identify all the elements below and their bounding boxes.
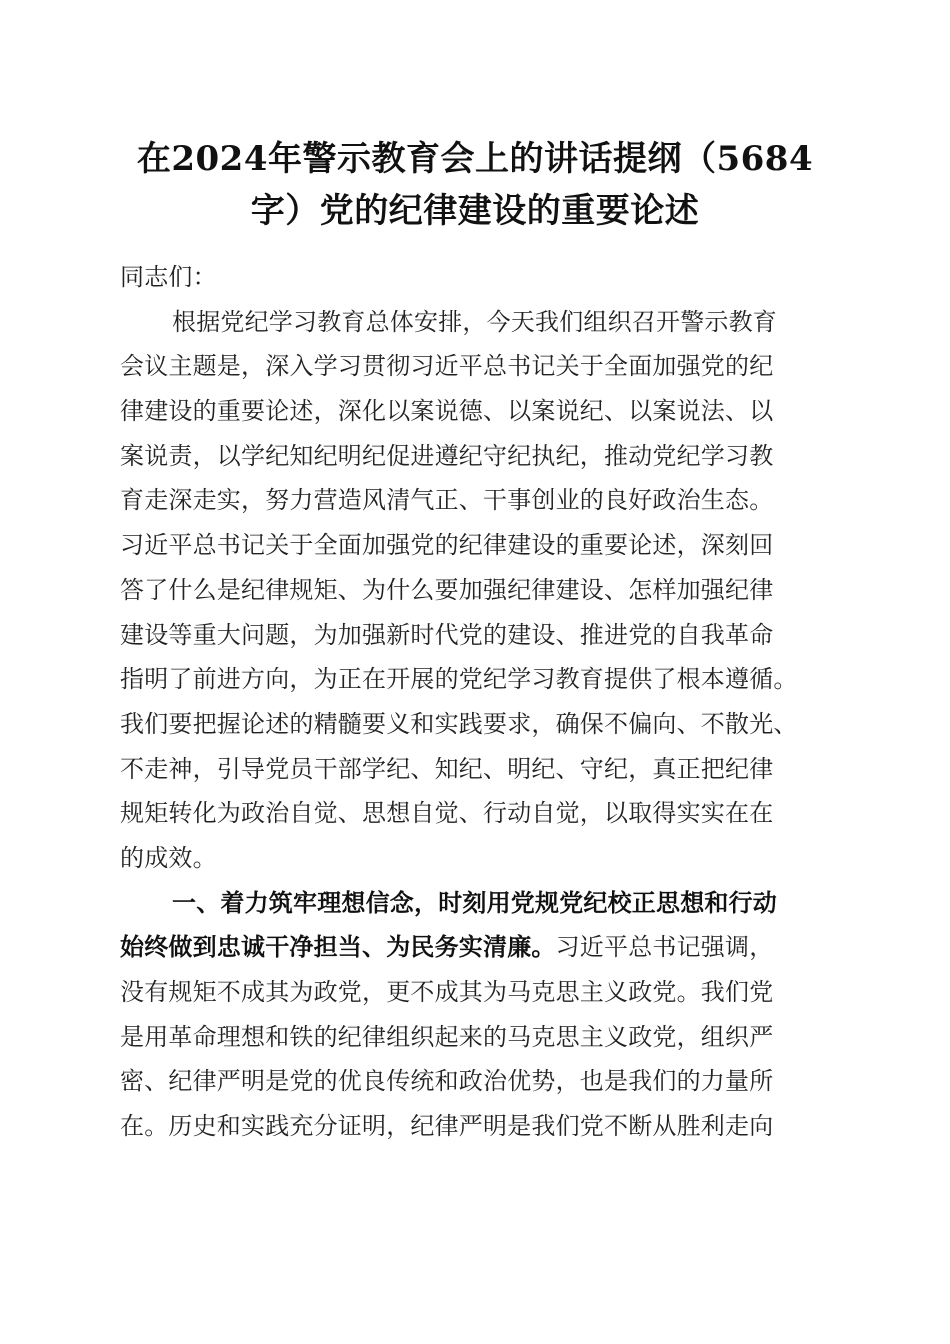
- paragraph-line: 是用革命理想和铁的纪律组织起来的马克思主义政党，组织严: [120, 1022, 774, 1051]
- title-line-2: 字）党的纪律建设的重要论述: [250, 191, 700, 231]
- section-1-line-2: [120, 925, 832, 970]
- section-1: [120, 881, 832, 1149]
- paragraph-line: 会议主题是，深入学习贯彻习近平总书记关于全面加强党的纪: [120, 352, 774, 381]
- paragraph-line: 根据党纪学习教育总体安排，今天我们组织召开警示教育: [172, 307, 777, 336]
- paragraph-intro: [120, 300, 832, 881]
- section-1-heading-line-2: 始终做到忠诚干净担当、为民务实清廉。: [120, 933, 556, 962]
- paragraph-line: 习近平总书记关于全面加强党的纪律建设的重要论述，深刻回: [120, 531, 774, 560]
- salutation: 同志们：: [120, 263, 217, 291]
- paragraph-line: 我们要把握论述的精髓要义和实践要求，确保不偏向、不散光、: [120, 709, 798, 738]
- paragraph-line: 律建设的重要论述，深化以案说德、以案说纪、以案说法、以: [120, 397, 774, 426]
- paragraph-line: 规矩转化为政治自觉、思想自觉、行动自觉，以取得实实在在: [120, 799, 774, 828]
- title-line-1: 在2024年警示教育会上的讲话提纲（5684: [136, 139, 814, 179]
- paragraph-line: 指明了前进方向，为正在开展的党纪学习教育提供了根本遵循。: [120, 665, 798, 694]
- paragraph-line: 答了什么是纪律规矩、为什么要加强纪律建设、怎样加强纪律: [120, 575, 774, 604]
- paragraph-line: 案说责，以学纪知纪明纪促进遵纪守纪执纪，推动党纪学习教: [120, 441, 774, 470]
- paragraph-line: 的成效。: [120, 843, 217, 872]
- paragraph-line: 密、纪律严明是党的优良传统和政治优势，也是我们的力量所: [120, 1067, 774, 1096]
- document-title: [120, 133, 830, 237]
- paragraph-line: 育走深走实，努力营造风清气正、干事创业的良好政治生态。: [120, 486, 774, 515]
- paragraph-line: 建设等重大问题，为加强新时代党的建设、推进党的自我革命: [120, 620, 774, 649]
- paragraph-line: 不走神，引导党员干部学纪、知纪、明纪、守纪，真正把纪律: [120, 754, 774, 783]
- paragraph-line: 没有规矩不成其为政党，更不成其为马克思主义政党。我们党: [120, 978, 774, 1006]
- document-body: [120, 255, 832, 1149]
- section-1-line-2-rest: 习近平总书记强调，: [555, 933, 774, 962]
- section-1-heading-line-1: 一、着力筑牢理想信念，时刻用党规党纪校正思想和行动: [172, 888, 777, 917]
- paragraph-line: 在。历史和实践充分证明，纪律严明是我们党不断从胜利走向: [120, 1112, 774, 1141]
